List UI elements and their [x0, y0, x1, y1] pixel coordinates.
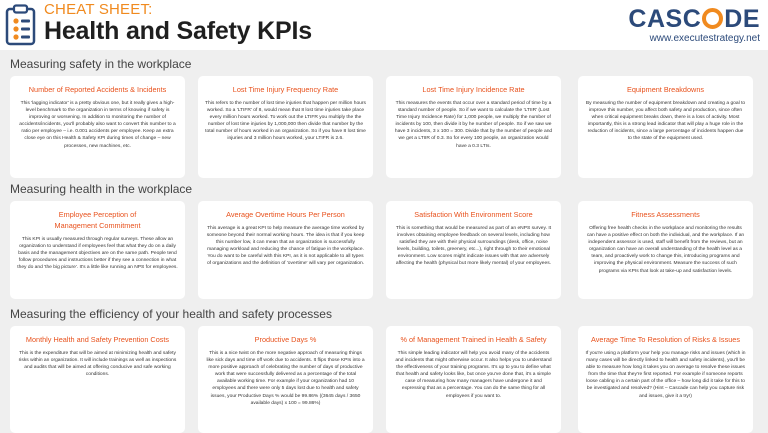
card-body: This is something that would be measured as part of an eNPS survey. It involves obtaining employee feedback on several levels, including how satisfied they are with their physical surroundings (desk, office, noise levels, building, toilets, greenery, etc...), right through to their emotional environment. Low scores might indicate issues with that are adversely affecting the health (physical but more likely mental) of your employees.: [395, 226, 552, 267]
card-body: This simple leading indicator will help you avoid many of the accidents and incidents that might otherwise occur. It also helps you to understand the effectiveness of your training programs. It's up to you to define what that health and safety looks like, but once you've done that, it's a simple case of measuring how many managers have undergone it and expressing that as a percentage. You can do the same thing for all employees if you want to.: [395, 351, 552, 399]
card-risk-resolution-time: [578, 326, 753, 433]
clipboard-icon: [5, 4, 36, 46]
card-body: This refers to the number of lost time injuries that happen per million hours worked. So a 'LTIFR' of 8, would mean that 8 lost time injuries take place every million hours worked. To work out the LTIFR you multiply the the number of lost time injuries by 1,000,000 then divide that number by the total number of hours worked in an organization. So if you have 8 lost time injuries and 3 million hours worked, your LTIFR is 2.6.: [205, 101, 366, 142]
section-title-safety: Measuring safety in the workplace: [10, 57, 192, 71]
card-ltiir: [386, 76, 561, 178]
card-title: Equipment Breakdowns: [626, 85, 705, 94]
section-title-health: Measuring health in the workplace: [10, 182, 193, 196]
card-body: This measures the events that occur over a standard period of time by a standard number of people. So if we want to calculate the 'LTIIR' (Lost Time Injury Incidence Rate) for 1,000 people, we multiply the number of incidents by 100, then divide it by he number of people. So if we saw we have 3 incidents, 3 x 100 = 300. Divide that by the number of people and we get a LTIIR of 0.3. So for every 100 people, an organization would have a 0.3 LTIs.: [394, 101, 553, 149]
page-title: Health and Safety KPIs: [44, 17, 312, 45]
card-ltifr: [198, 76, 373, 178]
card-title: Productive Days %: [254, 335, 317, 344]
header: [0, 0, 768, 50]
card-productive-days: [198, 326, 373, 433]
card-body: This 'lagging indicator' is a pretty obvious one, but it really gives a high-level benchmark to the organization in terms of knowing if safety is improving or worsening. In addition to monitoring the number of accidents/incidents, you'll probably also want to convert this number to a ratio per employee – i.e. 0.001 accidents per employee. Keep an extra close eye on this Health & Safety KPI during times of change – new processes, new machines, etc.: [19, 101, 176, 149]
logo-wordmark: [628, 6, 760, 32]
card-body: Offering free health checks in the workplace and monitoring the results can have a positive effect on both the individual, and the workplace. If an independent assessor is used, staff will benefit from the reviews, but an organization can have an overall understanding of the health level as a team, and proactively work to change this, introducing programs and improving the physical environment. Measure the success of such programs via KPIs that look at take-up and satisfaction levels.: [586, 226, 745, 274]
card-management-commitment: [10, 201, 185, 299]
card-body: This average is a great KPI to help measure the average time worked by someone beyond their normal working hours. The idea is that if you keep this number low, it can mean that an organization is successfully managing workload and reducing the chance of fatigue in the workplace. You do want to be careful with this KPI, as it is not applicable to all types of organizations and the definition of 'overtime' will vary per organization.: [206, 226, 365, 267]
card-title: Fitness Assessments: [631, 210, 700, 219]
card-overtime-hours: [198, 201, 373, 299]
logo-ring-icon: [702, 8, 723, 29]
card-body: By measuring the number of equipment breakdown and creating a goal to improve this number, you affect both safety and production, since often when critical equipment breaks down, there is a loss of activity. Most importantly, this is a strong lead indicator that will play a huge role in the reduction of incidents, since a large percentage of incidents happen due to the state of the equipment used.: [585, 101, 746, 142]
card-title: Lost Time Injury Incidence Rate: [422, 85, 525, 94]
card-fitness-assessments: [578, 201, 753, 299]
section-title-efficiency: Measuring the efficiency of your health and safety processes: [10, 307, 332, 321]
cheat-sheet-label: CHEAT SHEET:: [44, 1, 153, 18]
cascade-logo[interactable]: [628, 6, 760, 44]
card-body: This is a nice twist on the more negative approach of measuring things like sick days and time off work due to accidents. It flips those KPIs into a more positive approach of celebrating the number of days of productive work that were successfully delivered as a percentage of the total available working time. For example if your organization had 10 employees and there were only 5 days lost due to health and safety issues, your Productive Days % would be 99.86% ((3645 days / 3650 available days) x 100 = 99.86%): [206, 351, 365, 406]
card-title: Lost Time Injury Frequency Rate: [232, 85, 339, 94]
card-body: This is the expenditure that will be aimed at minimizing health and safety risks within an organization. It will include trainings as well as inspections and audits that will be aimed at offering conducive and safe working conditions.: [18, 351, 177, 378]
card-body: If you're using a platform your help you manage risks and issues (which in many cases will be directly linked to health and safety incidents), you'll be able to measure how long it takes you on average to resolve these issues from the time that they're first reported. For example if someone reports loose cabling in a certain part of the office – how long did it take for this to be investigated and resolved? (Hint – Cascade can help you capture risk and issues, give it a try!): [585, 351, 746, 399]
card-title: % of Management Trained in Health & Safety: [400, 335, 547, 344]
card-title: Monthly Health and Safety Prevention Costs: [25, 335, 170, 344]
logo-text-end: DE: [724, 5, 760, 33]
card-title: Average Time To Resolution of Risks & Issues: [591, 335, 740, 344]
card-management-trained: [386, 326, 561, 433]
card-reported-accidents: [10, 76, 185, 178]
card-body: This KPI is usually measured through regular surveys. These allow an organization to understand if employees feel that what they do on a daily basis and the management objectives are on the same path. People tend follow procedures and instructions better if they see a connection in what they do and 'the big picture'. It's a little like running an NPS for employees.: [17, 237, 178, 271]
card-title: Number of Reported Accidents & Incidents: [28, 85, 167, 94]
card-environment-satisfaction: [386, 201, 561, 299]
logo-url[interactable]: www.executestrategy.net: [649, 33, 760, 44]
card-equipment-breakdowns: [578, 76, 753, 178]
card-prevention-costs: [10, 326, 185, 433]
card-title: Satisfaction With Environment Score: [414, 210, 533, 219]
card-title: Average Overtime Hours Per Person: [226, 210, 345, 219]
card-title: Employee Perception of Management Commitment: [54, 210, 141, 230]
logo-text-start: CASC: [628, 5, 702, 33]
